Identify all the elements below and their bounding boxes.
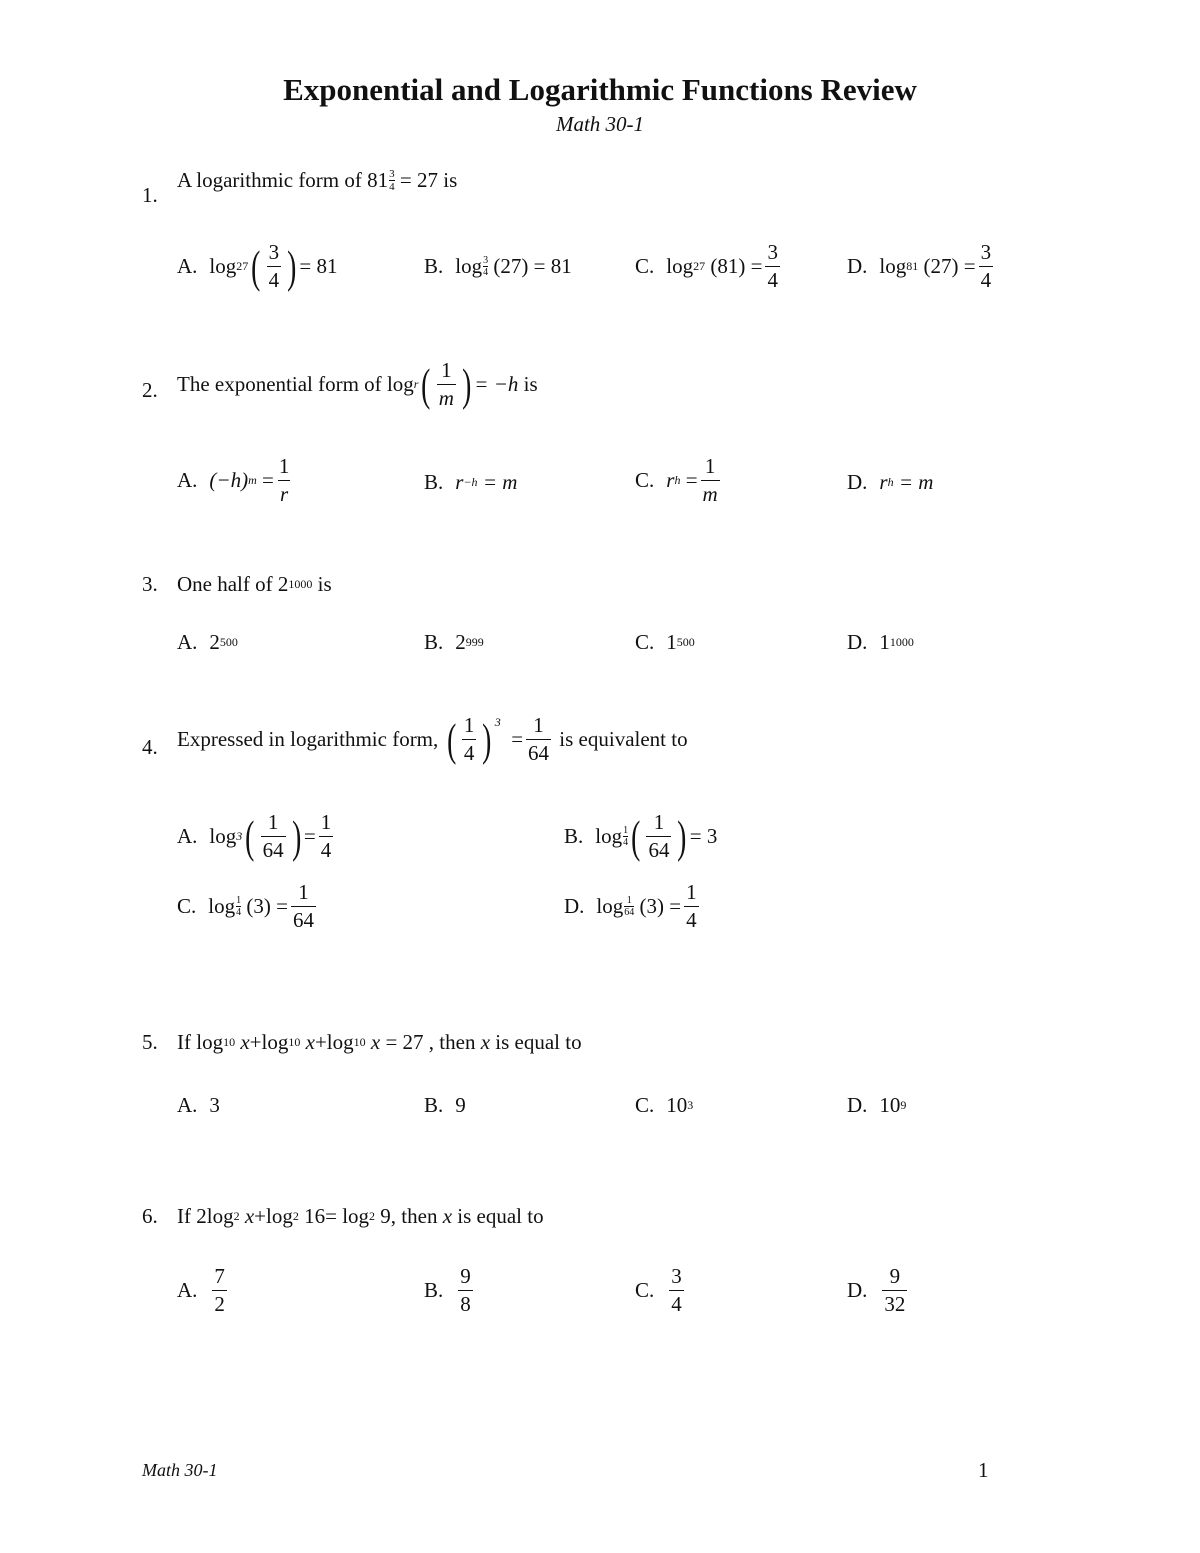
base-num: 1 [623,824,629,836]
frac-num: 1 [653,810,665,834]
stem-exp: 3 [494,715,501,729]
option-letter: A. [177,630,198,654]
log-base: 27 [693,259,706,273]
frac-num: 1 [463,713,475,737]
exp-num: 3 [389,167,395,180]
option-lhs: r [666,468,675,492]
log-base-fraction [623,826,628,848]
stem-var: x [442,1204,453,1228]
option-exp: 500 [676,635,695,649]
option-a[interactable] [177,456,294,505]
stem-suffix: is equivalent to [559,727,688,751]
paren-close: ) [482,713,492,765]
option-rhs: = 81 [533,254,572,278]
option-lhs: r [455,470,464,494]
paren-open: ( [245,810,255,862]
question-number: 1. [142,183,158,207]
paren-open: ( [421,358,431,410]
stem-suffix: is [317,572,332,596]
option-letter: C. [635,630,655,654]
frac-num: 3 [268,240,280,264]
base-num: 1 [626,894,632,906]
log-text: log [596,894,624,918]
stem-text: Expressed in logarithmic form, [177,727,439,751]
frac-den: m [702,482,718,506]
stem-text: One half of [177,572,273,596]
stem-suffix: is [523,372,538,396]
page-title: Exponential and Logarithmic Functions Review [283,72,917,107]
frac-num: 1 [704,454,716,478]
option-letter: D. [847,254,868,278]
option-c[interactable] [635,242,783,291]
option-letter: A. [177,1093,198,1117]
question-stem [177,360,538,409]
option-d[interactable] [847,630,914,655]
plus: + [314,1030,327,1054]
log-base: 10 [223,1035,236,1049]
paren-close: ) [291,810,301,862]
option-d[interactable] [847,1266,910,1315]
log-base: r [413,377,419,391]
log-base: 2 [369,1209,376,1223]
log-text: log [196,1030,224,1054]
option-d[interactable] [564,882,702,931]
option-exp: 9 [900,1098,907,1112]
option-value: 3 [209,1093,220,1117]
option-d[interactable] [847,470,933,495]
frac-num: 7 [214,1264,225,1288]
option-base: 1 [666,630,677,654]
log-arg: (81) = [710,254,763,278]
frac-den: 4 [320,838,332,862]
option-base: 10 [666,1093,688,1117]
stem-suffix: , then [390,1204,438,1228]
fraction [319,812,334,861]
log-base: 10 [288,1035,301,1049]
fraction [882,1266,907,1315]
log-base: 3 [236,829,243,843]
frac-den: 4 [686,908,697,932]
fraction [437,360,456,409]
option-letter: C. [635,254,655,278]
option-c[interactable] [177,882,319,931]
option-rhs: = 81 [299,254,338,278]
log-var: x [244,1204,255,1228]
frac-num: 9 [889,1264,901,1288]
stem-rest: = −h [474,372,519,396]
option-letter: D. [847,630,868,654]
stem-text: The exponential form of [177,372,382,396]
option-a[interactable] [177,812,336,861]
base-den: 4 [236,906,242,918]
option-rhs: = m [482,470,518,494]
frac-den: 32 [884,1292,906,1316]
question-stem [177,572,332,597]
option-letter: C. [635,1278,655,1302]
option-exp: m [248,473,257,487]
fraction [669,1266,684,1315]
question-number: 6. [142,1204,158,1228]
frac-num: 3 [671,1264,682,1288]
paren-close: ) [287,240,297,292]
frac-den: 8 [460,1292,471,1316]
option-letter: A. [177,468,198,492]
base-den: 4 [623,836,629,848]
page-subtitle: Math 30-1 [555,112,645,136]
fraction [212,1266,227,1315]
option-b[interactable] [424,1266,476,1315]
log-text: log [266,1204,293,1228]
option-letter: B. [424,254,444,278]
option-value: 9 [455,1093,466,1117]
frac-num: 1 [533,713,544,737]
frac-num: 3 [980,240,992,264]
option-a[interactable] [177,630,238,655]
frac-den: 64 [648,838,670,862]
log-base: 2 [292,1209,299,1223]
log-text: log [209,824,237,848]
option-exp: 999 [465,635,484,649]
option-c[interactable] [635,1266,687,1315]
option-letter: C. [635,1093,655,1117]
base-den: 64 [624,906,635,918]
fraction [979,242,994,291]
equals: = [262,468,274,492]
option-b[interactable] [424,254,572,279]
frac-den: 4 [767,268,778,292]
log-base-fraction [236,896,241,918]
option-c[interactable] [635,456,723,505]
frac-num: 3 [767,240,778,264]
frac-num: 1 [267,810,279,834]
log-arg: 9 [380,1204,391,1228]
stem-base: 2 [277,572,289,596]
frac-den: m [438,386,454,410]
option-a[interactable] [177,1093,220,1118]
stem-exp: 1000 [288,577,313,591]
frac-den: r [280,482,289,506]
option-base: 1 [879,630,890,654]
option-letter: D. [847,470,868,494]
option-c[interactable] [635,1093,693,1118]
equals: = [685,468,698,492]
log-text: log [455,254,483,278]
option-exp: h [674,473,681,487]
log-base: 2 [233,1209,240,1223]
frac-den: 4 [463,741,475,765]
option-exp: −h [463,475,478,489]
stem-end: is equal to [457,1204,544,1228]
stem-exponent [389,169,395,193]
equals: = [511,727,524,751]
option-letter: C. [177,894,197,918]
option-letter: B. [424,630,444,654]
option-base: 10 [879,1093,901,1117]
option-a[interactable] [177,1266,230,1315]
log-text: log [342,1204,370,1228]
frac-den: 64 [292,908,314,932]
option-d[interactable] [847,1093,906,1118]
question-number: 5. [142,1030,158,1054]
frac-den: 64 [262,838,284,862]
stem-text: A logarithmic form of [177,168,362,192]
fraction [267,242,282,291]
frac-den: 4 [268,268,280,292]
stem-text: If [177,1204,191,1228]
option-letter: A. [177,254,198,278]
option-letter: A. [177,1278,198,1302]
question-stem [177,715,688,764]
plus: + [254,1204,267,1228]
frac-den: 64 [528,741,550,765]
option-c[interactable] [635,630,695,655]
log-arg: (3) = [639,894,682,918]
option-exp: h [887,475,894,489]
option-b[interactable] [564,812,717,861]
equals: = [325,1204,337,1228]
stem-text: If [177,1030,191,1054]
fraction [646,812,671,861]
question-stem [177,168,457,193]
paren-close: ) [677,810,687,862]
page-number: 1 [978,1458,989,1482]
fraction [458,1266,473,1315]
question-number: 2. [142,378,158,402]
frac-den: 4 [671,1292,682,1316]
log-text: log [879,254,907,278]
option-base: 2 [209,630,220,654]
log-base-fraction [624,896,634,918]
question-stem [177,1204,544,1229]
exp-den: 4 [389,180,395,193]
option-letter: D. [564,894,585,918]
frac-den: 2 [214,1292,225,1316]
log-text: log [261,1030,289,1054]
option-exp: 1000 [889,635,914,649]
log-arg: (27) = [923,254,976,278]
stem-suffix: is [443,168,458,192]
log-arg: (27) [493,254,529,278]
question-number: 3. [142,572,158,596]
log-text: log [326,1030,354,1054]
equals: = [303,824,316,848]
log-base: 10 [353,1035,366,1049]
log-base: 81 [906,259,919,273]
fraction [277,456,292,505]
log-arg: 16 [304,1204,326,1228]
fraction [462,715,477,764]
frac-num: 9 [460,1264,471,1288]
paren-open: ( [446,713,456,765]
log-text: log [386,372,414,396]
option-letter: B. [424,470,444,494]
question-stem [177,1030,582,1055]
base-num: 3 [483,254,489,266]
option-letter: D. [847,1093,868,1117]
frac-num: 1 [686,880,697,904]
frac-num: 1 [278,454,290,478]
log-var: x [240,1030,250,1054]
paren-open: ( [631,810,641,862]
fraction [291,882,316,931]
stem-suffix: , then [428,1030,476,1054]
option-b[interactable] [424,470,517,495]
fraction [684,882,699,931]
frac-num: 1 [298,880,309,904]
log-text: log [208,894,236,918]
option-base: 2 [455,630,466,654]
option-rhs: = m [898,470,934,494]
option-letter: C. [635,468,655,492]
stem-var: x [480,1030,491,1054]
option-letter: B. [424,1278,444,1302]
log-var: x [370,1030,381,1054]
log-text: log [209,254,237,278]
paren-open: ( [251,240,261,292]
log-text: log [206,1204,234,1228]
fraction [701,456,720,505]
stem-base: 81 [367,168,389,192]
option-b[interactable] [424,630,484,655]
frac-den: 4 [980,268,992,292]
base-den: 4 [483,266,489,278]
plus: + [249,1030,262,1054]
log-text: log [595,824,623,848]
option-rhs: = 3 [689,824,718,848]
log-text: log [666,254,694,278]
coefficient: 2 [196,1204,207,1228]
stem-end: is equal to [495,1030,582,1054]
option-lhs: (−h) [209,468,249,492]
footer-course: Math 30-1 [142,1460,218,1480]
option-a[interactable] [177,242,338,291]
fraction [261,812,286,861]
stem-rest: = 27 [399,168,438,192]
option-letter: B. [564,824,584,848]
option-lhs: r [879,470,888,494]
option-exp: 3 [687,1098,694,1112]
paren-close: ) [462,358,472,410]
option-d[interactable] [847,242,996,291]
option-letter: A. [177,824,198,848]
log-arg: (3) = [246,894,288,918]
fraction [765,242,780,291]
log-base-fraction [483,256,488,278]
option-letter: B. [424,1093,444,1117]
option-b[interactable] [424,1093,466,1118]
log-var: x [305,1030,315,1054]
frac-num: 1 [320,810,332,834]
fraction [526,715,551,764]
stem-rest: = 27 [385,1030,424,1054]
option-letter: D. [847,1278,868,1302]
frac-num: 1 [441,358,452,382]
option-exp: 500 [219,635,238,649]
question-number: 4. [142,735,158,759]
base-num: 1 [236,894,242,906]
log-base: 27 [236,259,249,273]
